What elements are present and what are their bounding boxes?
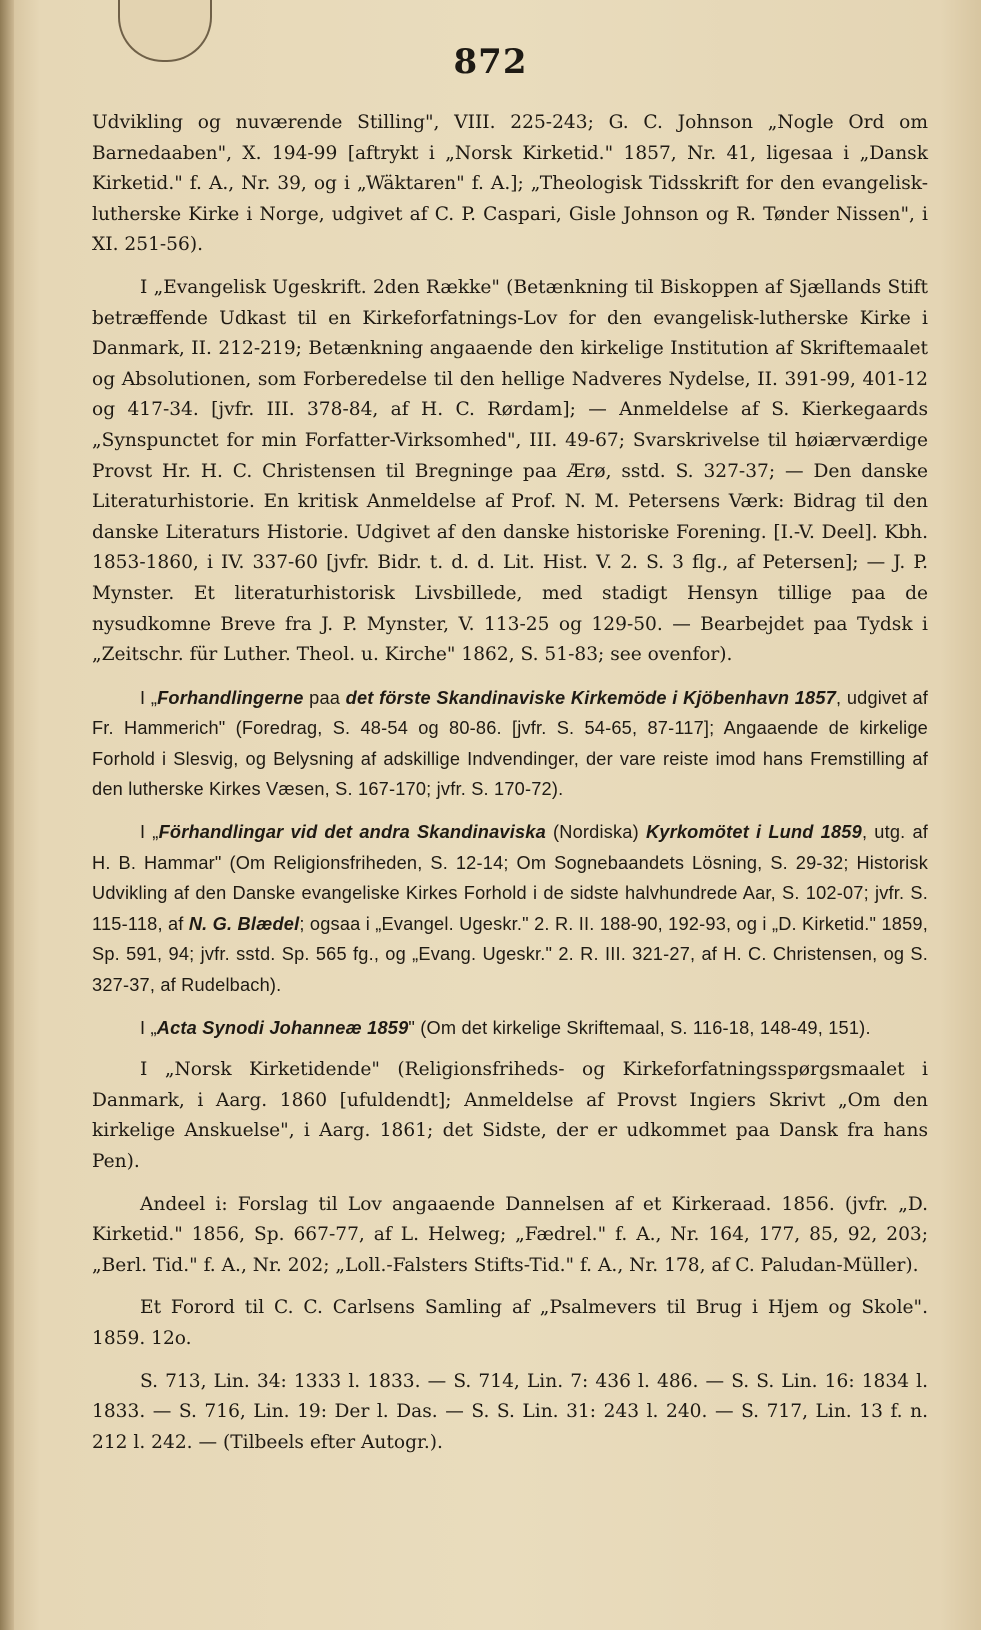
- text-run: , utg. af H. B. Hammar" (Om Religionsfriheden, S. 12-14; Om Sognebaandets Lösning, S. 29-32; Historisk Udvikling af den Danske evangeliske Kirkes Forhold i de sidste halvhundrede Aar, S. 102-07; jvfr. S. 115-118, af: [92, 822, 929, 934]
- paragraph-andeel: Andeel i: Forslag til Lov angaaende Dannelsen af et Kirkeraad. 1856. (jvfr. „D. Kirketid." 1856, Sp. 667-77, af L. Helweg; „Fædrel." f. A., Nr. 164, 177, 85, 92, 203; „Berl. Tid." f. A., Nr. 202; „Loll.-Falsters Stifts-Tid." f. A., Nr. 178, af C. Paludan-Müller).: [92, 1193, 928, 1276]
- text-run: I „: [140, 687, 158, 708]
- paragraph-norsk-kirketidende: I „Norsk Kirketidende" (Religionsfriheds- og Kirkeforfatningsspørgsmaalet i Danmark, i Aarg. 1860 [ufuldendt]; Anmeldelse af Provst Ingiers Skrivt „Om den kirkelige Anskuelse", i Aarg. 1861; det Sidste, der er udkommet paa Dansk fra hans Pen).: [92, 1059, 928, 1172]
- paragraph-evangelisk-ugeskrift: I „Evangelisk Ugeskrift. 2den Række" (Betænkning til Biskoppen af Sjællands Stift betræffende Udkast til en Kirkeforfatnings-Lov for den evangelisk-lutherske Kirke i Danmark, II. 212-219; Betænkning angaaende den kirkelige Institution af Skriftemaalet og Absolutionen, som Forberedelse til den hellige Nadveres Nydelse, II. 391-99, 401-12 og 417-34. [jvfr. III. 378-84, af H. C. Rørdam]; — Anmeldelse af S. Kierkegaards „Synspunctet for min Forfatter-Virksomhed", III. 49-67; Svarskrivelse til høiærværdige Provst Hr. H. C. Christensen til Bregninge paa Ærø, sstd. S. 327-37; — Den danske Literaturhistorie. En kritisk Anmeldelse af Prof. N. M. Petersens Værk: Bidrag til den danske Literaturs Historie. Udgivet af den danske historiske Forening. [I.-V. Deel]. Kbh. 1853-1860, i IV. 337-60 [jvfr. Bidr. t. d. d. Lit. Hist. V. 2. S. 3 flg., af Petersen]; — J. P. Mynster. Et literaturhistorisk Livsbillede, med stadigt Hensyn tillige paa de nysudkomne Breve fra J. P. Mynster, V. 113-25 og 129-50. — Bearbejdet paa Tydsk i „Zeitschr. für Luther. Theol. u. Kirche" 1862, S. 51-83; see ovenfor).: [92, 276, 928, 666]
- paragraph-forhandlingar-1859: [92, 817, 928, 1001]
- text-run: " (Om det kirkelige Skriftemaal, S. 116-18, 148-49, 151).: [408, 1017, 871, 1038]
- binding-shadow: [0, 0, 14, 1630]
- italic-title: det förste Skandinaviske Kirkemöde i Kjöbenhavn 1857: [345, 687, 837, 708]
- paragraph-fororb: Et Forord til C. C. Carlsens Samling af „Psalmevers til Brug i Hjem og Skole". 1859. 12o.: [92, 1297, 928, 1349]
- text-run: (Nordiska): [545, 822, 646, 843]
- text-run: , udgivet af Fr. Hammerich" (Foredrag, S. 48-54 og 80-86. [jvfr. S. 54-65, 87-117]; Angaaende de kirkelige Forhold i Slesvig, og Belysning af adskillige Indvendinger, der vare reiste imod hans Fremstilling af den lutherske Kirkes Væsen, S. 167-170; jvfr. S. 170-72).: [92, 687, 929, 800]
- italic-title: Forhandlingerne: [157, 687, 304, 708]
- italic-title: Kyrkomötet i Lund 1859: [645, 822, 862, 843]
- italic-author: N. G. Blædel: [188, 913, 300, 934]
- body-text: [92, 108, 928, 1470]
- text-run: paa: [303, 687, 346, 708]
- text-run: I „: [140, 822, 159, 843]
- text-run: I „: [140, 1017, 157, 1038]
- italic-title: Förhandlingar vid det andra Skandinaviska: [158, 822, 546, 843]
- paragraph-forhandlingerne-1857: [92, 683, 928, 805]
- paragraph-errata: S. 713, Lin. 34: 1333 l. 1833. — S. 714, Lin. 7: 436 l. 486. — S. S. Lin. 16: 1834 l. 1833. — S. 716, Lin. 19: Der l. Das. — S. S. Lin. 31: 243 l. 240. — S. 717, Lin. 13 f. n. 212 l. 242. — (Tilbeels efter Autogr.).: [92, 1370, 928, 1453]
- page-number: 872: [453, 42, 528, 82]
- text-run: ; ogsaa i „Evangel. Ugeskr." 2. R. II. 188-90, 192-93, og i „D. Kirketid." 1859, Sp. 591, 94; jvfr. sstd. Sp. 565 fg., og „Evang. Ugeskr." 2. R. III. 321-27, af H. C. Christensen, og S. 327-37, af Rudelbach).: [92, 913, 928, 996]
- paragraph-continuation: Udvikling og nuværende Stilling", VIII. 225-243; G. C. Johnson „Nogle Ord om Barnedaaben", X. 194-99 [aftrykt i „Norsk Kirketid." 1857, Nr. 41, ligesaa i „Dansk Kirketid." f. A., Nr. 39, og i „Wäktaren" f. A.]; „Theologisk Tidsskrift for den evangelisk-lutherske Kirke i Norge, udgivet af C. P. Caspari, Gisle Johnson og R. Tønder Nissen", i XI. 251-56).: [92, 112, 928, 256]
- italic-title: Acta Synodi Johanneæ 1859: [156, 1017, 409, 1038]
- paragraph-acta-synodi: [92, 1013, 928, 1044]
